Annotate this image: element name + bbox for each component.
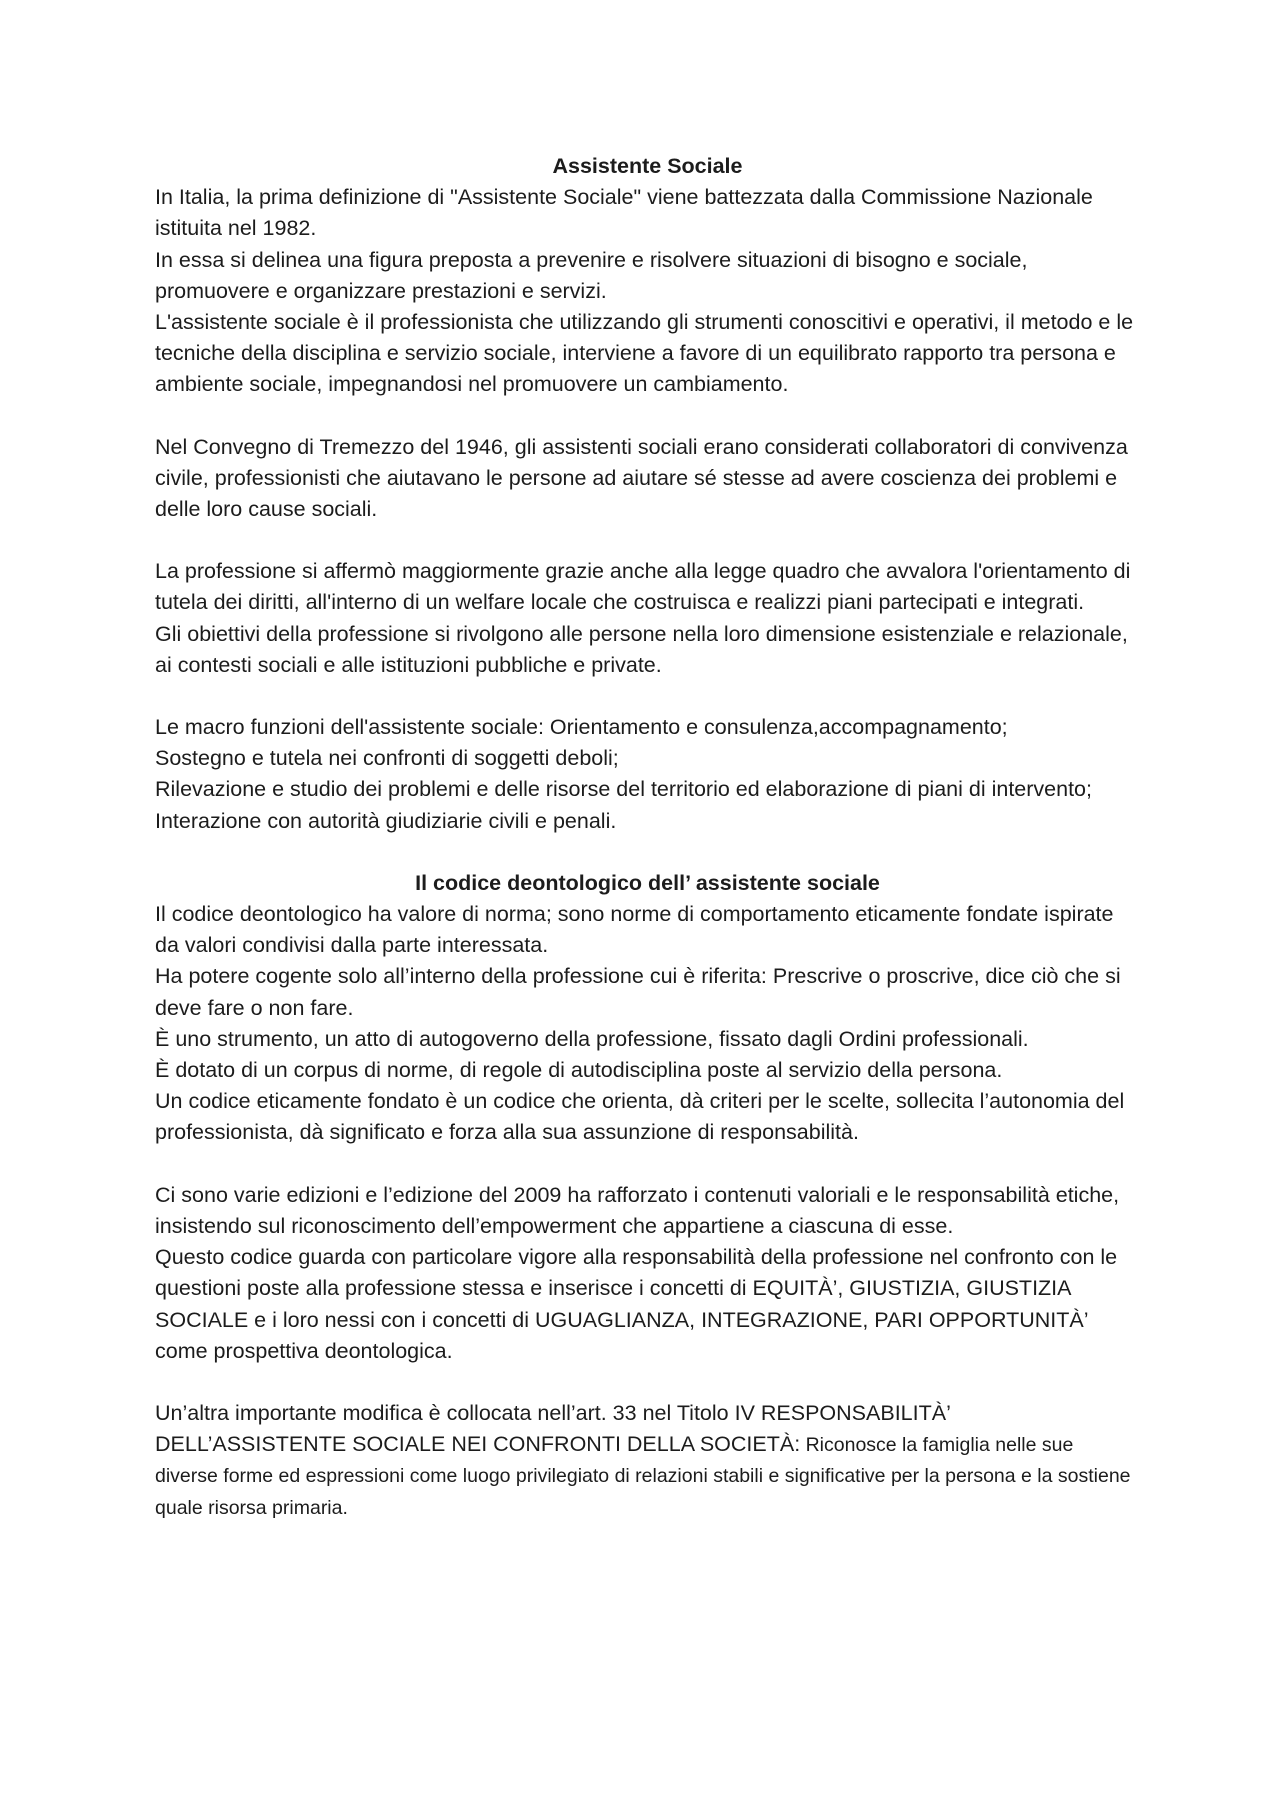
spacer [155,401,1140,432]
art-33-text: Riconosce la famiglia nelle sue diverse forme ed espressioni come luogo privilegiato di relazioni stabili e significative per la persona e la sostiene quale risorsa primaria. [155,1434,1131,1519]
section-title-assistente-sociale: Assistente Sociale [552,154,743,178]
paragraph: Rilevazione e studio dei problemi e delle risorse del territorio ed elaborazione di piani di intervento; [155,777,1092,802]
paragraph: Un codice eticamente fondato è un codice che orienta, dà criteri per le scelte, sollecita l’autonomia del professionista, dà significato e forza alla sua assunzione di responsabilità. [155,1089,1125,1145]
spacer [155,837,1140,868]
paragraph: L'assistente sociale è il professionista che utilizzando gli strumenti conoscitivi e operativi, il metodo e le tecniche della disciplina e servizio sociale, interviene a favore di un equilibrato rapporto tra persona e ambiente sociale, impegnandosi nel promuovere un cambiamento. [155,310,1134,397]
paragraph: È uno strumento, un atto di autogoverno della professione, fissato dagli Ordini professionali. [155,1026,1029,1051]
paragraph: La professione si affermò maggiormente grazie anche alla legge quadro che avvalora l'orientamento di tutela dei diritti, all'interno di un welfare locale che costruisca e realizzi piani partecipati e integrati. [155,559,1131,615]
spacer [155,525,1140,556]
paragraph: Questo codice guarda con particolare vigore alla responsabilità della professione nel confronto con le questioni poste alla professione stessa e inserisce i concetti di EQUITÀ’, GIUSTIZIA, GIUSTIZIA SOCIALE e i loro nessi con i concetti di UGUAGLIANZA, INTEGRAZIONE, PARI OPPORTUNITÀ’ come prospettiva deontologica. [155,1245,1118,1363]
paragraph: Ci sono varie edizioni e l’edizione del 2009 ha rafforzato i contenuti valoriali e le responsabilità etiche, insistendo sul riconoscimento dell’empowerment che appartiene a ciascuna di esse. [155,1182,1120,1238]
paragraph: Ha potere cogente solo all’interno della professione cui è riferita: Prescrive o proscrive, dice ciò che si deve fare o non fare. [155,964,1121,1020]
document-body [155,151,1140,1523]
paragraph: È dotato di un corpus di norme, di regole di autodisciplina poste al servizio della persona. [155,1058,1003,1083]
paragraph: In essa si delinea una figura preposta a prevenire e risolvere situazioni di bisogno e sociale, promuovere e organizzare prestazioni e servizi. [155,247,1028,303]
spacer [155,1149,1140,1180]
paragraph: Gli obiettivi della professione si rivolgono alle persone nella loro dimensione esistenziale e relazionale, ai contesti sociali e alle istituzioni pubbliche e private. [155,621,1128,677]
spacer [155,681,1140,712]
paragraph: Nel Convegno di Tremezzo del 1946, gli assistenti sociali erano considerati collaboratori di convivenza civile, professionisti che aiutavano le persone ad aiutare sé stesse ad avere coscienza dei problemi e delle loro cause sociali. [155,434,1128,522]
paragraph: Interazione con autorità giudiziarie civili e penali. [155,808,617,833]
paragraph: In Italia, la prima definizione di "Assistente Sociale" viene battezzata dalla Commissione Nazionale istituita nel 1982. [155,185,1093,241]
section-title-codice-deontologico: Il codice deontologico dell’ assistente sociale [415,870,880,895]
art-33-heading: Un’altra importante modifica è collocata nell’art. 33 nel Titolo IV RESPONSABILITÀ’ DELL’ASSISTENTE SOCIALE NEI CONFRONTI DELLA SOCIETÀ: [155,1400,951,1457]
paragraph-art-33 [155,1398,1140,1523]
paragraph: Le macro funzioni dell'assistente sociale: Orientamento e consulenza,accompagnamento; [155,715,1008,740]
paragraph: Il codice deontologico ha valore di norma; sono norme di comportamento eticamente fondate ispirate da valori condivisi dalla parte interessata. [155,902,1114,958]
paragraph: Sostegno e tutela nei confronti di soggetti deboli; [155,746,619,771]
spacer [155,1367,1140,1398]
